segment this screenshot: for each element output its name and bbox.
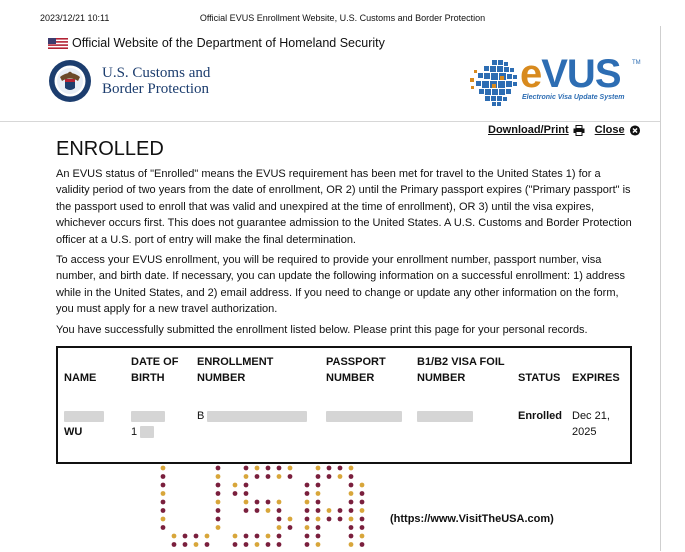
usa-dot [183, 542, 188, 547]
usa-dot [349, 500, 354, 505]
printer-icon [573, 125, 585, 136]
usa-dot [277, 500, 282, 505]
usa-dot [305, 542, 310, 547]
evus-logo[interactable] [470, 52, 641, 111]
print-date: 2023/12/21 10:11 [40, 13, 110, 23]
usa-dot [288, 474, 293, 479]
usa-dot [349, 534, 354, 539]
usa-dot [349, 474, 354, 479]
close-label: Close [594, 124, 625, 136]
usa-dot [216, 508, 221, 513]
close-circle-icon [629, 125, 641, 136]
usa-dot [205, 534, 210, 539]
row-expires: Dec 21, 2025 [572, 410, 610, 438]
row-passport-number [326, 408, 402, 424]
close-link[interactable] [595, 124, 641, 136]
redacted-passport-number [326, 411, 402, 422]
usa-dot [255, 534, 260, 539]
row-enrollment-number: B [197, 408, 307, 424]
header-expires: EXPIRES [572, 372, 620, 384]
usa-dot [316, 508, 321, 513]
page-frame [0, 26, 661, 551]
usa-dot [316, 517, 321, 522]
usa-dot [338, 474, 343, 479]
usa-dot [316, 525, 321, 530]
usa-dot [305, 508, 310, 513]
print-title: Official EVUS Enrollment Website, U.S. Customs and Border Protection [199, 13, 486, 23]
header-name: NAME [64, 372, 97, 384]
evus-wordmark: eVUS [520, 52, 621, 96]
usa-dot [349, 466, 354, 471]
row-dob: 1 [131, 408, 165, 440]
usa-dot [161, 474, 166, 479]
redacted-visa-number [417, 411, 473, 422]
download-print-label: Download/Print [488, 124, 569, 136]
usa-dot [288, 517, 293, 522]
usa-dot [216, 525, 221, 530]
usa-dot [255, 508, 260, 513]
enrollment-access-info: To access your EVUS enrollment, you will be required to provide your enrollment number, passport number, visa number, and birth date. If necessary, you can update the following information on a successful enrollment: 1) address while in the United States, and 2) email address. If you need to change or update any other information on the form, you must apply for a new travel authorization. [56, 254, 626, 316]
dhs-banner-text: Official Website of the Department of Homeland Security [72, 36, 385, 50]
usa-dot [338, 517, 343, 522]
usa-dot [360, 500, 365, 505]
usa-dot [161, 517, 166, 522]
usa-dot [266, 500, 271, 505]
visit-the-usa-link[interactable]: (https://www.VisitTheUSA.com) [390, 513, 554, 525]
usa-dot [266, 534, 271, 539]
submission-confirmation: You have successfully submitted the enrollment listed below. Please print this page for your personal records. [56, 324, 588, 336]
usa-dot-pattern [161, 466, 365, 547]
usa-dot [216, 500, 221, 505]
usa-dot [360, 534, 365, 539]
us-flag-icon [48, 38, 68, 49]
usa-dot [277, 525, 282, 530]
usa-dot [338, 508, 343, 513]
usa-dot [316, 491, 321, 496]
usa-dot [305, 534, 310, 539]
usa-dot [349, 491, 354, 496]
usa-dot [349, 517, 354, 522]
usa-dot [255, 500, 260, 505]
usa-dot [216, 483, 221, 488]
usa-dot [327, 466, 332, 471]
usa-dot [316, 534, 321, 539]
usa-dot [244, 534, 249, 539]
usa-dot [305, 525, 310, 530]
usa-dot [349, 508, 354, 513]
usa-dot [233, 483, 238, 488]
usa-dot [194, 534, 199, 539]
usa-dot [244, 474, 249, 479]
dhs-seal-icon [48, 59, 92, 103]
usa-dot [277, 534, 282, 539]
redacted-dob [131, 411, 165, 422]
usa-dot [305, 517, 310, 522]
usa-dot [233, 534, 238, 539]
header-passport-number: PASSPORT NUMBER [326, 356, 386, 384]
usa-dot [161, 483, 166, 488]
usa-dot [277, 542, 282, 547]
usa-dot [349, 483, 354, 488]
row-status: Enrolled [518, 410, 563, 422]
header-enrollment-number: ENROLLMENT NUMBER [197, 356, 274, 384]
usa-dot [316, 500, 321, 505]
usa-dot [266, 466, 271, 471]
usa-dot [349, 525, 354, 530]
usa-dot [244, 500, 249, 505]
header-visa-number: B1/B2 VISA FOIL NUMBER [417, 356, 505, 384]
header-dob: DATE OF BIRTH [131, 356, 179, 384]
print-header [0, 8, 685, 24]
dhs-banner [48, 36, 385, 50]
usa-dot [161, 500, 166, 505]
usa-dot [216, 491, 221, 496]
usa-dot [216, 474, 221, 479]
usa-dot [266, 542, 271, 547]
usa-dot [349, 542, 354, 547]
evus-trademark: TM [632, 60, 641, 66]
page-actions [488, 124, 641, 136]
usa-dot [288, 466, 293, 471]
usa-dot [266, 474, 271, 479]
usa-dot [244, 483, 249, 488]
redacted-first-name [64, 411, 104, 422]
usa-dot [338, 466, 343, 471]
usa-dot [277, 474, 282, 479]
redacted-enrollment-number [207, 411, 307, 422]
evus-globe-icon [470, 56, 522, 111]
cbp-logo[interactable] [48, 56, 238, 106]
usa-dot [360, 525, 365, 530]
usa-dot [316, 542, 321, 547]
usa-dot [277, 466, 282, 471]
usa-dot [316, 474, 321, 479]
usa-dot [288, 525, 293, 530]
usa-dot [360, 542, 365, 547]
usa-dot [244, 466, 249, 471]
usa-dot [327, 508, 332, 513]
header-divider [0, 121, 660, 122]
usa-dot [255, 542, 260, 547]
usa-dot [216, 466, 221, 471]
usa-dot [316, 483, 321, 488]
usa-dot [305, 483, 310, 488]
enrolled-status-explanation: An EVUS status of "Enrolled" means the EVUS requirement has been met for travel to the United States 1) for a validity period of two years from the date of enrollment, OR 2) until the Primary passport expires ("Primary passport" is the passport used to enroll that was valid and unexpired at the time of enrollment), OR 3) until the visa expires, whichever occurs first. This does not guarantee admission to the United States. A U.S. Customs and Border Protection officer at a U.S. port of entry will make the final determination. [56, 168, 632, 246]
usa-dot [360, 483, 365, 488]
page-title: ENROLLED [56, 138, 164, 160]
usa-dot [244, 508, 249, 513]
usa-dot [216, 517, 221, 522]
usa-dot [266, 508, 271, 513]
usa-dot [233, 491, 238, 496]
usa-dot [327, 517, 332, 522]
cbp-name-line2: Border Protection [102, 81, 210, 97]
usa-dot [244, 491, 249, 496]
usa-dot [161, 491, 166, 496]
usa-dot [255, 466, 260, 471]
usa-dot [161, 525, 166, 530]
usa-dot [233, 542, 238, 547]
usa-dot [360, 491, 365, 496]
usa-dot [161, 466, 166, 471]
usa-dot [316, 466, 321, 471]
usa-dot [172, 534, 177, 539]
visit-the-usa-logo[interactable] [155, 462, 385, 552]
usa-dot [205, 542, 210, 547]
usa-dot [244, 542, 249, 547]
usa-dot [277, 517, 282, 522]
header-status: STATUS [518, 372, 561, 384]
usa-dot [255, 474, 260, 479]
download-print-link[interactable] [488, 124, 585, 136]
usa-dot [161, 508, 166, 513]
usa-dot [360, 517, 365, 522]
cbp-name-line1: U.S. Customs and [102, 65, 211, 81]
evus-subtitle: Electronic Visa Update System [522, 94, 625, 101]
usa-dot [327, 474, 332, 479]
enrollment-table [56, 346, 632, 464]
usa-dot [194, 542, 199, 547]
usa-dot [277, 508, 282, 513]
row-visa-number [417, 408, 473, 424]
usa-dot [172, 542, 177, 547]
usa-dot [305, 491, 310, 496]
usa-dot [183, 534, 188, 539]
usa-dot [360, 508, 365, 513]
usa-dot [305, 500, 310, 505]
row-name: WU [64, 408, 104, 440]
